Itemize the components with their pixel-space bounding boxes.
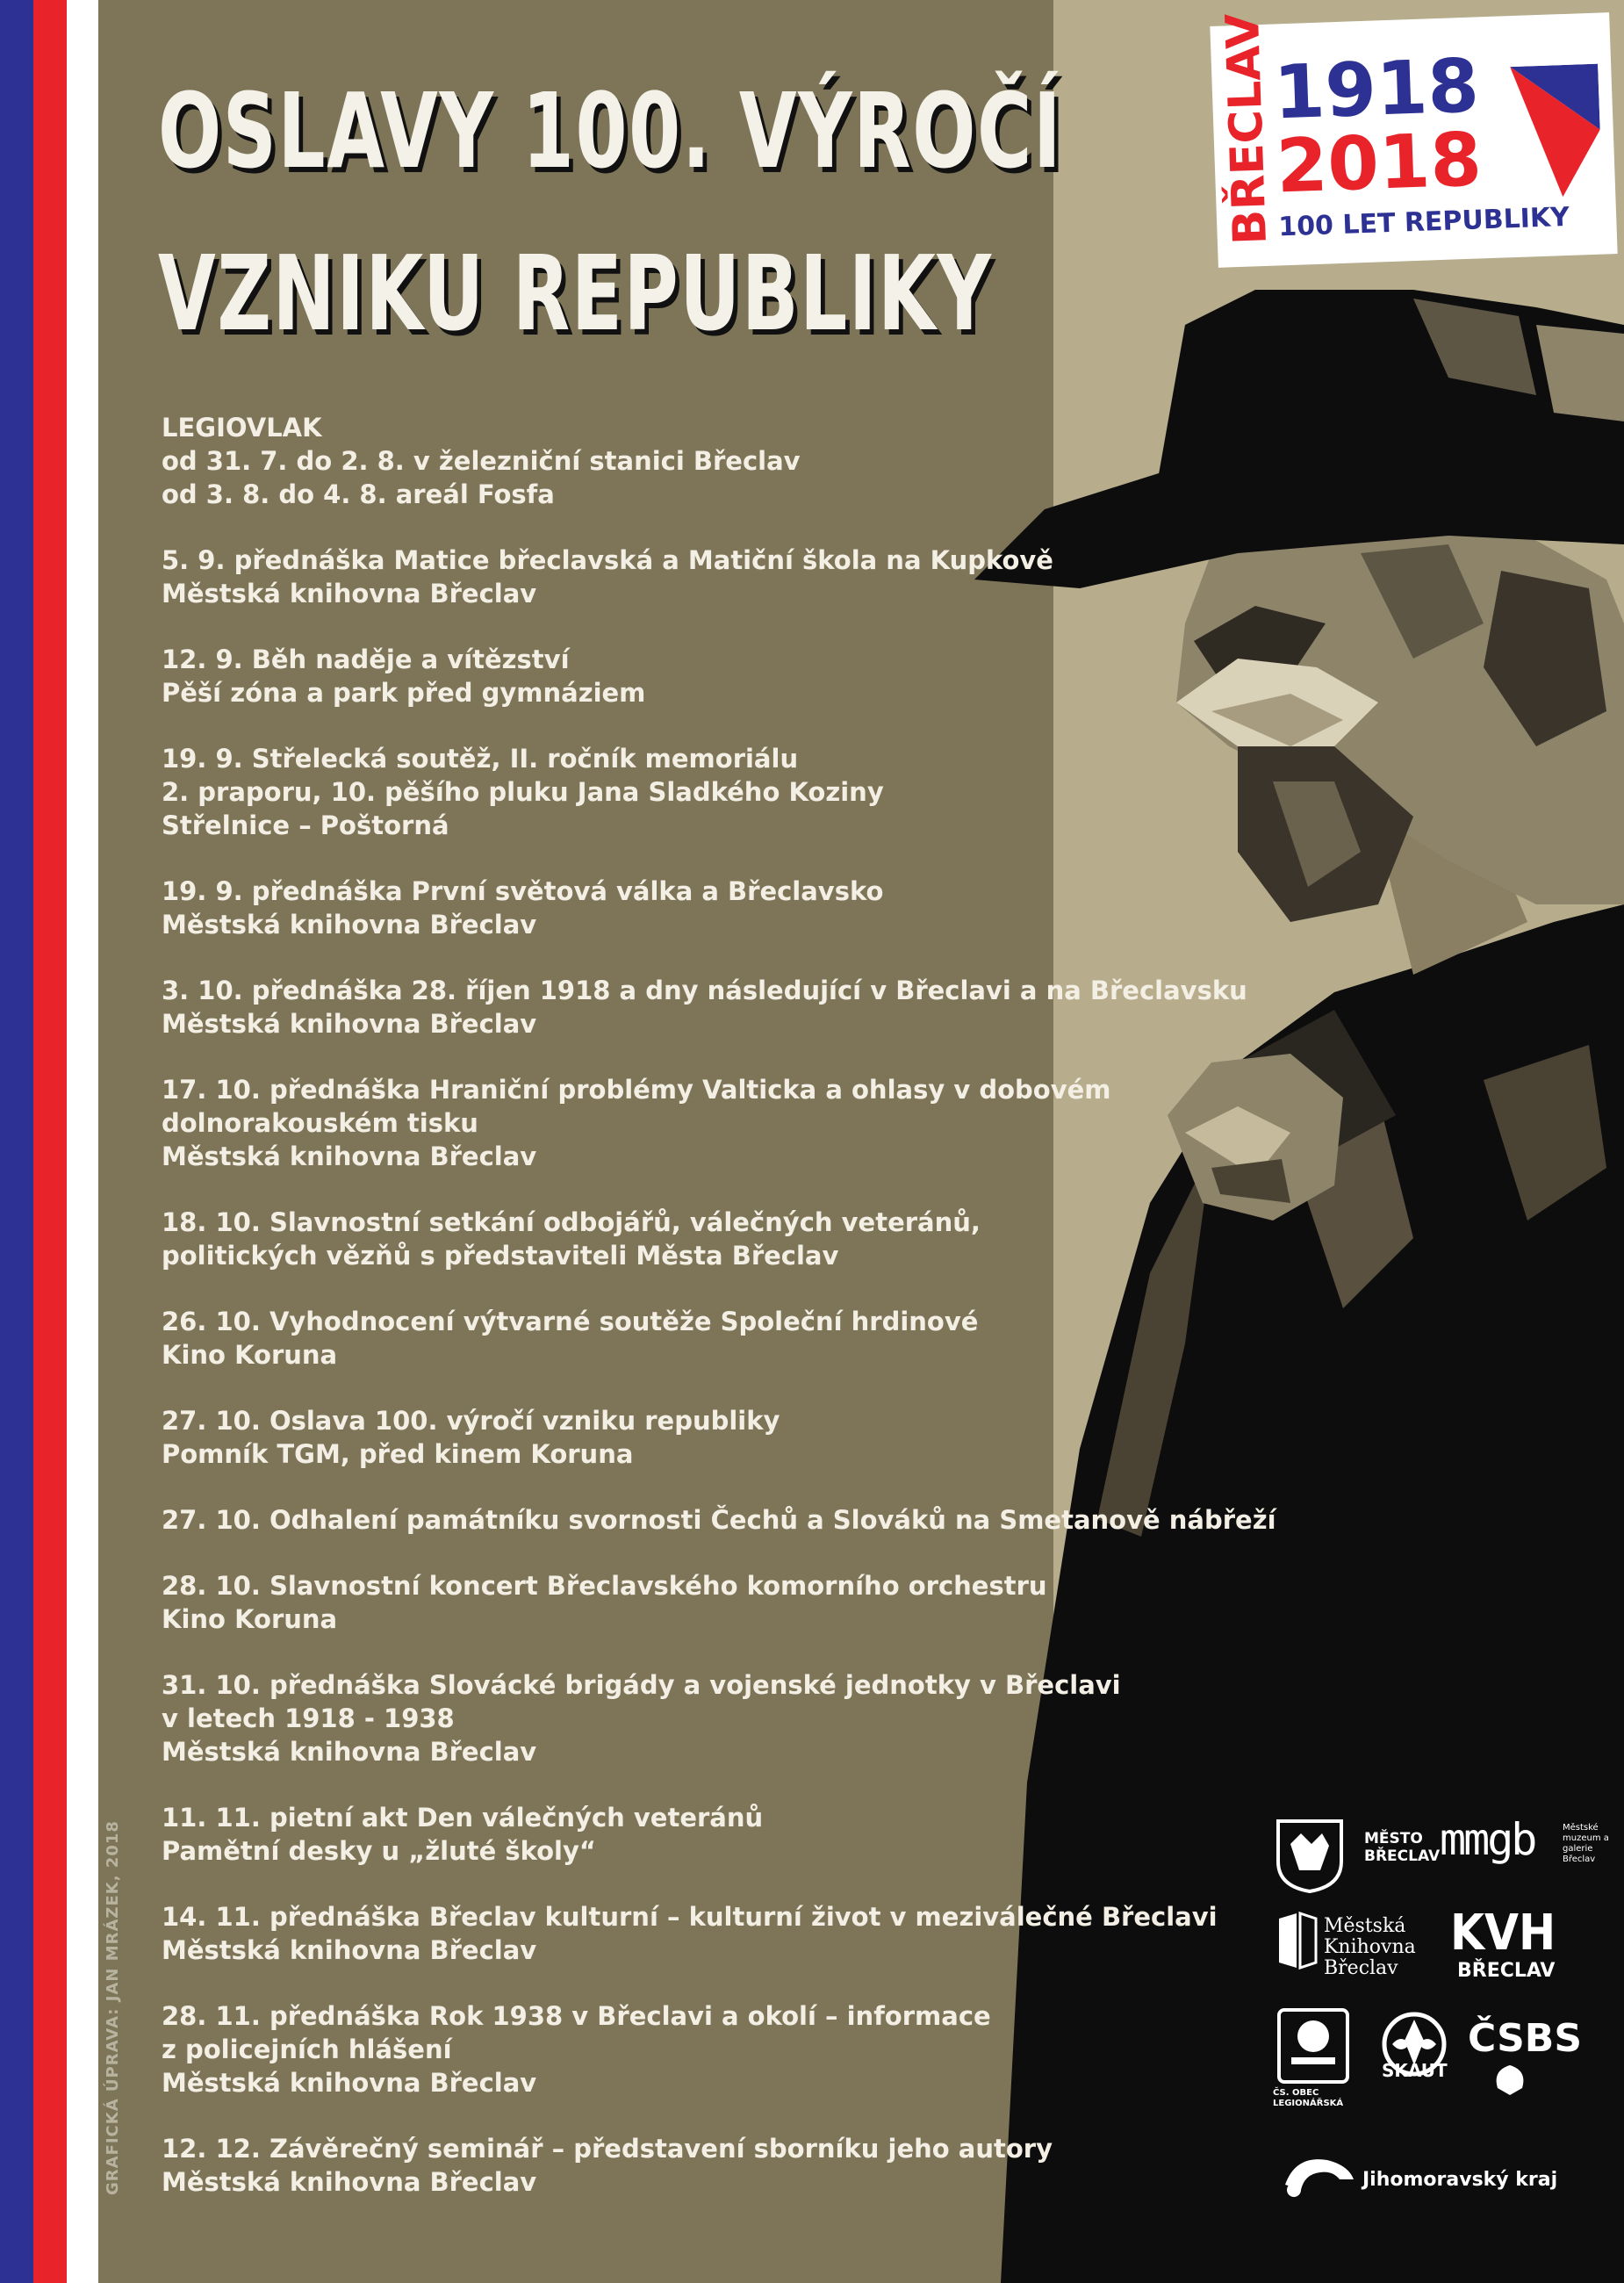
sponsor-csbs: ČSBS: [1468, 2016, 1583, 2061]
event-title: 5. 9. přednáška Matice břeclavská a Matiční škola na Kupkově: [162, 545, 1053, 575]
event-title: 19. 9. přednáška První světová válka a Břeclavsko: [162, 876, 884, 906]
sponsor-mesto: MĚSTO BŘECLAV: [1364, 1830, 1441, 1865]
event-detail: Pěší zóna a park před gymnáziem: [162, 678, 646, 708]
poster-title-line2: VZNIKU REPUBLIKY: [158, 233, 993, 354]
event-item: [162, 974, 1303, 1041]
sponsor-legion: ČS. OBEC LEGIONÁŘSKÁ: [1273, 2088, 1344, 2108]
event-title: 19. 9. Střelecká soutěž, II. ročník memoriálu: [162, 744, 799, 774]
event-detail: Městská knihovna Břeclav: [162, 1935, 537, 1965]
linden-leaf-icon: [1484, 2062, 1536, 2097]
event-detail: od 31. 7. do 2. 8. v železniční stanici Břeclav: [162, 446, 801, 476]
event-item: [162, 1668, 1303, 1768]
czech-flag-icon: [1510, 64, 1602, 198]
event-title: 11. 11. pietní akt Den válečných veteránů: [162, 1803, 764, 1833]
event-detail: politických vězňů s představiteli Města Břeclav: [162, 1241, 839, 1271]
event-detail: Městská knihovna Břeclav: [162, 2068, 537, 2098]
event-item: [162, 1503, 1303, 1537]
event-detail: 2. praporu, 10. pěšího pluku Jana Sladkého Koziny: [162, 777, 884, 807]
sponsor-mmgb-sub: Městské muzeum a galerie Břeclav: [1563, 1823, 1609, 1864]
legion-emblem-icon: [1275, 2006, 1351, 2085]
logo-subtitle: 100 LET REPUBLIKY: [1277, 201, 1570, 243]
event-title: 18. 10. Slavnostní setkání odbojářů, válečných veteránů,: [162, 1207, 981, 1237]
event-title: 28. 11. přednáška Rok 1938 v Břeclavi a okolí – informace: [162, 2001, 991, 2031]
event-title: 14. 11. přednáška Břeclav kulturní – kulturní život v meziválečné Břeclavi: [162, 1902, 1218, 1932]
event-title: 26. 10. Vyhodnocení výtvarné soutěže Společní hrdinové: [162, 1307, 979, 1336]
sponsor-kraj: Jihomoravský kraj: [1362, 2169, 1558, 2191]
event-item: [162, 411, 1303, 511]
event-detail: dolnorakouském tisku: [162, 1108, 478, 1138]
flag-stripe-blue: [0, 0, 33, 2283]
event-detail: Městská knihovna Břeclav: [162, 1142, 537, 1171]
breclav-coat-of-arms-icon: [1275, 1818, 1345, 1893]
event-detail: Městská knihovna Břeclav: [162, 2167, 537, 2197]
event-item: [162, 1801, 1303, 1868]
event-title: 28. 10. Slavnostní koncert Břeclavského komorního orchestru: [162, 1571, 1047, 1601]
event-item: [162, 643, 1303, 709]
event-detail: z policejních hlášení: [162, 2035, 452, 2064]
event-detail: Střelnice – Poštorná: [162, 810, 449, 840]
event-title: 3. 10. přednáška 28. říjen 1918 a dny následující v Břeclavi a na Břeclavsku: [162, 976, 1247, 1005]
event-item: [162, 1999, 1303, 2099]
event-detail: Městská knihovna Břeclav: [162, 1009, 537, 1039]
event-detail: od 3. 8. do 4. 8. areál Fosfa: [162, 479, 555, 509]
event-detail: Pomník TGM, před kinem Koruna: [162, 1439, 634, 1469]
event-detail: Pamětní desky u „žluté školy“: [162, 1836, 596, 1866]
poster-title-line1: OSLAVY 100. VÝROČÍ: [158, 70, 1063, 191]
logo-year-end: 2018: [1275, 116, 1484, 210]
event-item: [162, 1569, 1303, 1636]
sponsor-skaut: SKAUT: [1382, 2060, 1448, 2081]
event-title: 27. 10. Oslava 100. výročí vzniku republiky: [162, 1406, 780, 1436]
event-item: [162, 1073, 1303, 1173]
logo-city: BŘECLAV: [1216, 12, 1278, 246]
event-title: 27. 10. Odhalení památníku svornosti Čechů a Slováků na Smetanově nábřeží: [162, 1505, 1276, 1535]
sponsor-kvh-sub: BŘECLAV: [1457, 1960, 1556, 1982]
event-item: [162, 742, 1303, 842]
event-detail: Kino Koruna: [162, 1340, 338, 1370]
design-credit: GRAFICKÁ ÚPRAVA: JAN MRÁZEK, 2018: [104, 1820, 122, 2195]
event-title: 31. 10. přednáška Slovácké brigády a vojenské jednotky v Břeclavi: [162, 1670, 1121, 1700]
event-item: [162, 1900, 1303, 1967]
anniversary-logo: [1210, 12, 1617, 268]
logo-year-start: 1918: [1272, 42, 1481, 136]
event-item: [162, 1404, 1303, 1471]
flag-stripe-red: [33, 0, 67, 2283]
event-item: [162, 544, 1303, 610]
event-item: [162, 2132, 1303, 2199]
sponsor-knihovna: Městská Knihovna Břeclav: [1324, 1915, 1416, 1979]
flag-stripe-white: [67, 0, 98, 2283]
jihomoravsky-kraj-logo-icon: [1278, 2150, 1359, 2202]
event-item: [162, 1206, 1303, 1272]
event-detail: Kino Koruna: [162, 1604, 338, 1634]
event-detail: v letech 1918 - 1938: [162, 1703, 455, 1733]
event-item: [162, 1305, 1303, 1372]
event-title: LEGIOVLAK: [162, 413, 322, 443]
event-detail: Městská knihovna Břeclav: [162, 579, 537, 609]
sponsor-mmgb: mmgb: [1440, 1814, 1535, 1865]
event-detail: Městská knihovna Břeclav: [162, 1737, 537, 1767]
sponsor-kvh: KVH: [1450, 1905, 1556, 1962]
event-title: 12. 12. Závěrečný seminář – představení sborníku jeho autory: [162, 2134, 1053, 2164]
book-icon: [1275, 1910, 1319, 1971]
event-list: [162, 411, 1303, 2231]
event-title: 17. 10. přednáška Hraniční problémy Valticka a ohlasy v dobovém: [162, 1075, 1111, 1105]
event-detail: Městská knihovna Břeclav: [162, 910, 537, 940]
event-item: [162, 875, 1303, 941]
event-title: 12. 9. Běh naděje a vítězství: [162, 645, 570, 674]
